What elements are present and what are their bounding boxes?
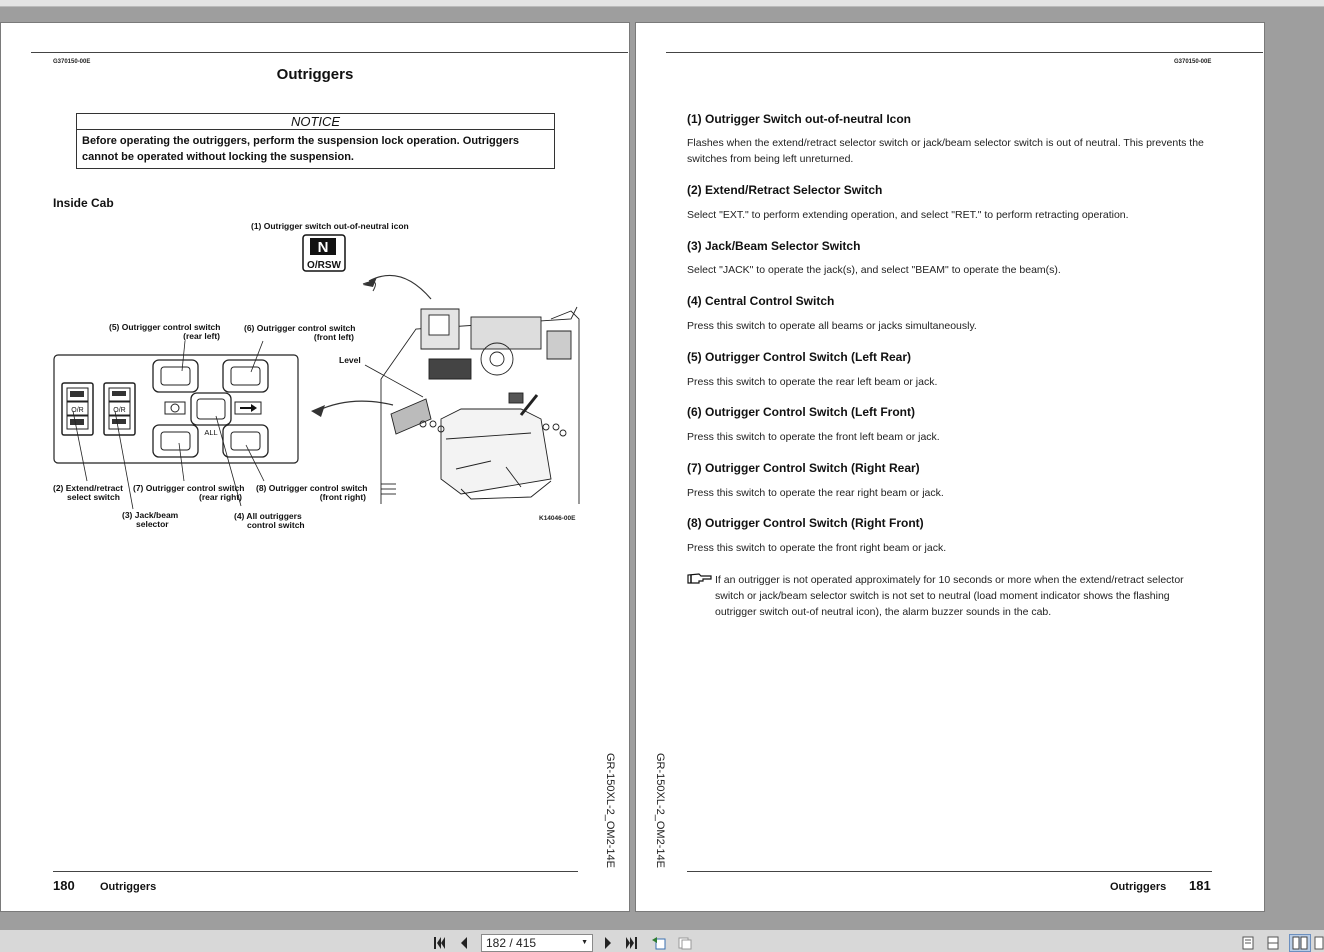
label-2b: select switch <box>67 492 120 502</box>
label-3a: (3) Jack/beam <box>122 510 179 520</box>
svg-text:ALL: ALL <box>204 428 218 437</box>
cab-interior-illustration <box>381 307 579 504</box>
pointing-hand-icon <box>687 573 713 585</box>
side-code: GR-150XL-2_OM2-14E <box>654 753 666 868</box>
page-title: Outriggers <box>276 66 354 83</box>
label-4a: (4) All outriggers <box>234 511 302 521</box>
side-code: GR-150XL-2_OM2-14E <box>604 753 616 868</box>
footer-title: Outriggers <box>100 881 157 893</box>
two-page-view-button[interactable] <box>1289 934 1311 952</box>
continuous-page-icon <box>1267 936 1279 950</box>
item-6-text: Press this switch to operate the front left beam or jack. <box>687 431 940 443</box>
item-4-text: Press this switch to operate all beams or jacks simultaneously. <box>687 320 977 332</box>
label-7b: (rear right) <box>199 492 242 502</box>
footer-rule <box>53 871 578 872</box>
item-3-text: Select "JACK" to operate the jack(s), and select "BEAM" to operate the beam(s). <box>687 264 1061 276</box>
label-1: (1) Outrigger switch out-of-neutral icon <box>251 221 409 231</box>
neutral-icon <box>303 235 345 271</box>
item-1-heading: (1) Outrigger Switch out-of-neutral Icon <box>687 112 911 126</box>
last-page-icon <box>624 936 638 950</box>
footer-rule <box>687 871 1212 872</box>
svg-text:N: N <box>317 239 329 256</box>
footer-title: Outriggers <box>1110 881 1167 893</box>
label-6a: (6) Outrigger control switch <box>244 323 356 333</box>
doc-id: G370150-00E <box>53 59 91 65</box>
label-7a: (7) Outrigger control switch <box>133 483 245 493</box>
go-back-view-button[interactable] <box>650 935 668 951</box>
left-page <box>1 23 629 911</box>
item-7-heading: (7) Outrigger Control Switch (Right Rear) <box>687 461 920 475</box>
doc-id: G370150-00E <box>1174 59 1212 65</box>
right-page <box>636 23 1264 911</box>
item-5-heading: (5) Outrigger Control Switch (Left Rear) <box>687 350 912 364</box>
page-number: 180 <box>53 878 75 893</box>
header-rule <box>31 52 628 53</box>
first-page-icon <box>433 936 447 950</box>
cab-diagram <box>51 219 581 529</box>
two-page-continuous-icon <box>1314 936 1324 950</box>
section-heading: Inside Cab <box>53 196 114 210</box>
viewer-top-bar <box>0 0 1324 7</box>
item-4-heading: (4) Central Control Switch <box>687 294 835 308</box>
viewer-toolbar <box>0 930 1324 952</box>
page-display: 182 / 415 <box>486 936 537 950</box>
item-8-text: Press this switch to operate the front right beam or jack. <box>687 542 947 554</box>
next-page-icon <box>602 936 614 950</box>
page-number: 181 <box>1189 878 1211 893</box>
label-level: Level <box>339 355 361 365</box>
item-6-heading: (6) Outrigger Control Switch (Left Front) <box>687 405 915 419</box>
label-3b: selector <box>136 519 169 529</box>
header-rule <box>666 52 1263 53</box>
next-page-button[interactable] <box>600 935 616 951</box>
page-number-field[interactable] <box>481 934 593 952</box>
label-6b: (front left) <box>313 332 354 342</box>
item-8-heading: (8) Outrigger Control Switch (Right Front) <box>687 516 924 530</box>
single-page-icon <box>1242 936 1254 950</box>
chevron-down-icon: ▼ <box>581 939 588 946</box>
last-page-button[interactable] <box>623 935 639 951</box>
label-5b: (rear left) <box>183 331 220 341</box>
first-page-button[interactable] <box>432 935 448 951</box>
notice-heading: NOTICE <box>77 114 554 130</box>
svg-text:O/R: O/R <box>113 407 126 414</box>
item-1-text: Flashes when the extend/retract selector switch or jack/beam selector switch is out of neutral. This prevents the switches from being left unreturned. <box>687 137 1204 165</box>
notice-box <box>76 113 555 169</box>
forward-view-icon <box>677 936 693 950</box>
svg-text:O/R: O/R <box>71 407 84 414</box>
go-forward-view-button[interactable] <box>676 935 694 951</box>
note-text: If an outrigger is not operated approximately for 10 seconds or more when the extend/retract selector switch or jack/beam selector switch is not set to neutral (load moment indicator shows the flashing outrigger switch out-of neutral icon), the alarm buzzer sounds in the cab. <box>715 574 1184 618</box>
prev-page-icon <box>458 936 470 950</box>
notice-body: Before operating the outriggers, perform the suspension lock operation. Outriggers cannot be operated without locking the suspension. <box>82 135 520 163</box>
label-2a: (2) Extend/retract <box>53 483 123 493</box>
svg-text:O/RSW: O/RSW <box>307 260 341 271</box>
switch-panel <box>54 355 298 463</box>
item-5-text: Press this switch to operate the rear left beam or jack. <box>687 376 938 388</box>
back-view-icon <box>651 936 667 950</box>
label-8a: (8) Outrigger control switch <box>256 483 368 493</box>
two-page-continuous-button[interactable] <box>1314 935 1324 951</box>
item-7-text: Press this switch to operate the rear right beam or jack. <box>687 487 944 499</box>
item-3-heading: (3) Jack/Beam Selector Switch <box>687 239 861 253</box>
item-2-heading: (2) Extend/Retract Selector Switch <box>687 183 883 197</box>
label-4b: control switch <box>247 520 305 529</box>
prev-page-button[interactable] <box>456 935 472 951</box>
continuous-view-button[interactable] <box>1265 935 1281 951</box>
label-5a: (5) Outrigger control switch <box>109 322 221 332</box>
single-page-view-button[interactable] <box>1240 935 1256 951</box>
item-2-text: Select "EXT." to perform extending operation, and select "RET." to perform retracting operation. <box>687 209 1129 221</box>
two-page-icon <box>1292 936 1308 950</box>
label-8b: (front right) <box>319 492 366 502</box>
figure-code: K14046-00E <box>539 515 576 522</box>
